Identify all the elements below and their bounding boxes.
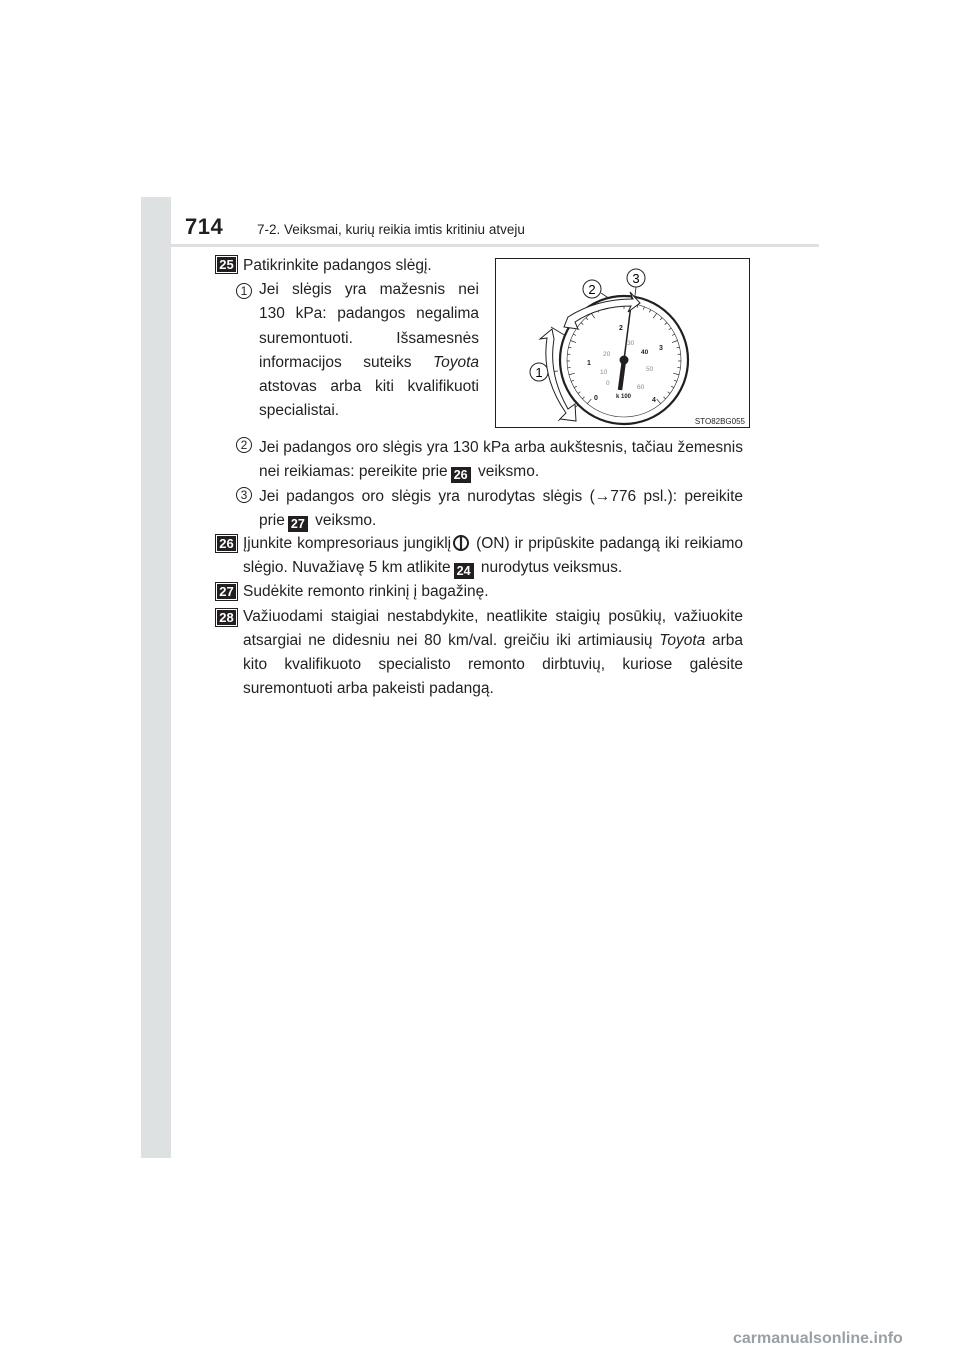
gauge-inner-label: 40 [641,349,649,356]
item-3-text-b: 776 psl.): pereikite prie [259,488,743,529]
gauge-inner-label: 60 [637,384,645,391]
item-1-line-4 [259,351,479,375]
step-27-text: Sudėkite remonto rinkinį į bagažinę. [243,583,489,600]
gauge-inner-label: 10 [600,369,608,376]
item-number-1: 1 [236,283,252,299]
arrow-symbol: → [594,488,611,505]
step-26-text-c: nurodytus veiksmus. [476,559,623,576]
step-ref-27: 27 [287,515,309,533]
step-25-text: Patikrinkite padangos slėgį. [243,257,432,274]
gauge-illustration [496,259,749,427]
brand-toyota: Toyota [659,632,706,649]
section-title: 7-2. Veiksmai, kurių reikia imtis kritiniu atveju [257,222,525,237]
item-1-line-6: specialistai. [259,402,340,420]
callout-3: 3 [632,271,640,286]
item-2-text-b: veiksmo. [473,463,540,480]
item-1-line-2: 130 kPa: padangos negalima [259,305,479,323]
gauge-outer-label: 2 [619,325,623,332]
gauge-unit-label: k 100 [616,394,632,400]
item-3-text-c: veiksmo. [310,512,377,529]
page-number: 714 [185,214,224,239]
step-26-text-b: (ON) ir pripūskite padangą iki reikiamo slėgio. Nuvažiavę 5 km atlikite [243,535,743,576]
chapter-sidebar-tab [141,197,171,1158]
step-ref-26: 26 [450,466,472,484]
figure-code: STO82BG055 [694,417,745,426]
step-28-text-a: Važiuodami staigiai nestabdykite, neatlikite staigių posūkių, važiuokite atsargiai ne didesniu nei 80 km/val. greičiu iki artimiausių [243,608,743,649]
callout-2: 2 [588,282,596,297]
item-3-text-a: Jei padangos oro slėgis yra nurodytas slėgis ( [259,488,595,505]
gauge-outer-label: 1 [587,360,591,367]
step-26-text [243,532,743,580]
header-divider [171,244,819,247]
watermark: carmanualsonline.info [733,1330,903,1347]
gauge-outer-label: 4 [652,397,656,404]
callout-1: 1 [535,365,543,380]
gauge-outer-label: 3 [659,345,663,352]
step-26-text-a: Įjunkite kompresoriaus jungiklį [243,535,452,552]
power-switch-icon [452,534,470,552]
step-ref-24: 24 [453,562,475,580]
item-1-line-4-text: informacijos suteiks [259,353,434,371]
gauge-inner-label: 20 [603,351,611,358]
gauge-outer-label: 0 [594,395,598,402]
item-3-text [259,485,743,533]
step-badge-26: 26 [215,534,238,553]
item-1-line-3: suremontuoti. Išsamesnės [259,329,479,347]
step-28-text-b: arba kito kvalifikuoto specialisto remonto dirbtuvių, kuriose galėsite suremontuoti arba pakeisti padangą. [243,632,743,697]
tire-pressure-gauge-figure [495,258,750,428]
gauge-inner-label: 30 [627,340,635,347]
item-number-2: 2 [236,437,252,453]
step-badge-25: 25 [215,255,238,274]
step-badge-28: 28 [215,608,238,627]
brand-toyota: Toyota [433,353,479,371]
item-1-line-1: Jei slėgis yra mažesnis nei [259,281,479,298]
step-28-text [243,605,743,701]
item-number-3: 3 [236,487,252,503]
item-1-line-5: atstovas arba kiti kvalifikuoti [259,378,479,396]
item-2-text [259,436,743,484]
item-1-text [259,278,479,424]
gauge-inner-label: 0 [606,380,610,387]
item-2-text-a: Jei padangos oro slėgis yra 130 kPa arba aukštesnis, tačiau žemesnis nei reikiamas: pereikite prie [259,439,743,480]
step-badge-27: 27 [215,582,238,601]
gauge-inner-label: 50 [646,366,654,373]
